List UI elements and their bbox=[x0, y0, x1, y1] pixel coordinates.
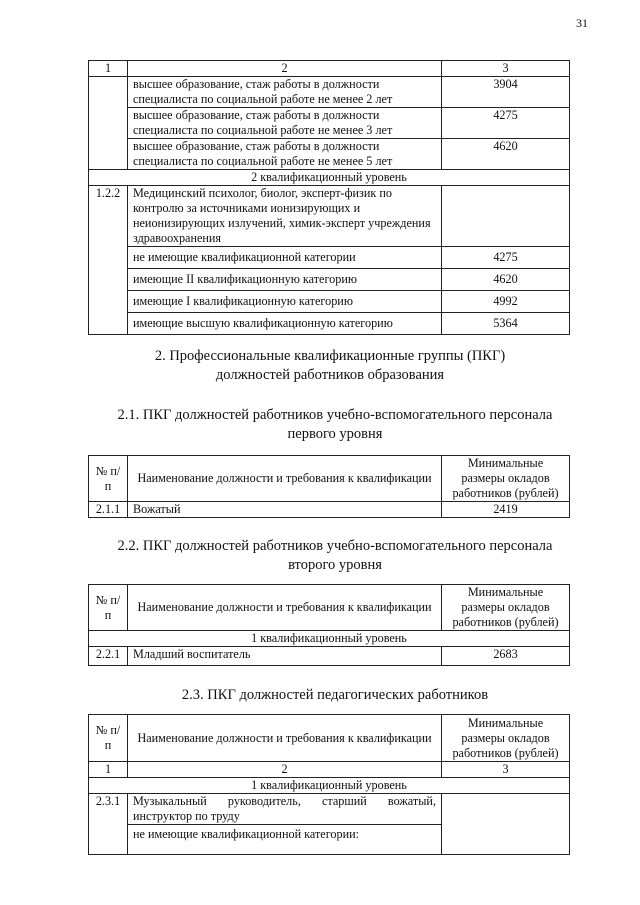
category-row bbox=[89, 291, 570, 313]
header-name: Наименование должности и требования к квалификации bbox=[128, 456, 442, 502]
empty-cell bbox=[89, 77, 128, 170]
group-number: 1.2.2 bbox=[89, 186, 128, 335]
table-header-row bbox=[89, 456, 570, 502]
table-2-2 bbox=[88, 584, 570, 666]
level-row bbox=[89, 170, 570, 186]
salary-value: 4620 bbox=[442, 139, 570, 170]
header-salary: Минимальные размеры окладов работников (рублей) bbox=[442, 715, 570, 762]
table-2-1 bbox=[88, 455, 570, 518]
level-row bbox=[89, 631, 570, 647]
col-number: 2 bbox=[128, 61, 442, 77]
row-name: Младший воспитатель bbox=[128, 647, 442, 666]
row-name: Вожатый bbox=[128, 502, 442, 518]
category-text: имеющие I квалификационную категорию bbox=[128, 291, 442, 313]
table-2-3 bbox=[88, 714, 570, 855]
level-label: 2 квалификационный уровень bbox=[89, 170, 570, 186]
table-header-row bbox=[89, 585, 570, 631]
empty-cell bbox=[442, 794, 570, 855]
salary-value: 4992 bbox=[442, 291, 570, 313]
salary-value: 5364 bbox=[442, 313, 570, 335]
table-row bbox=[89, 139, 570, 170]
category-row bbox=[89, 269, 570, 291]
header-name: Наименование должности и требования к квалификации bbox=[128, 585, 442, 631]
salary-value: 4620 bbox=[442, 269, 570, 291]
category-row bbox=[89, 313, 570, 335]
group-row bbox=[89, 186, 570, 247]
table-row bbox=[89, 108, 570, 139]
row-cell bbox=[128, 794, 442, 855]
category-text: имеющие II квалификационную категорию bbox=[128, 269, 442, 291]
header-salary: Минимальные размеры окладов работников (рублей) bbox=[442, 456, 570, 502]
row-text: Музыкальный руководитель, старший вожатый, инструктор по труду bbox=[133, 794, 436, 823]
category-text: не имеющие квалификационной категории bbox=[128, 247, 442, 269]
row-number: 2.3.1 bbox=[89, 794, 128, 855]
column-numbers-row bbox=[89, 61, 570, 77]
table-header-row bbox=[89, 715, 570, 762]
salary-value: 2683 bbox=[442, 647, 570, 666]
header-salary: Минимальные размеры окладов работников (рублей) bbox=[442, 585, 570, 631]
header-num: № п/п bbox=[89, 456, 128, 502]
subsection-2-1-title: 2.1. ПКГ должностей работников учебно-вспомогательного персонала первого уровня bbox=[117, 407, 553, 442]
salary-value: 2419 bbox=[442, 502, 570, 518]
level-label: 1 квалификационный уровень bbox=[89, 631, 570, 647]
category-text: имеющие высшую квалификационную категорию bbox=[128, 313, 442, 335]
group-text: Медицинский психолог, биолог, эксперт-физик по контролю за источниками ионизирующих и неионизирующих излучений, химик-эксперт учреждения здравоохранения bbox=[128, 186, 442, 247]
subsection-2-3-title: 2.3. ПКГ должностей педагогических работников bbox=[181, 687, 489, 703]
row-text: высшее образование, стаж работы в должности специалиста по социальной работе не менее 3 лет bbox=[128, 108, 442, 139]
row-text: высшее образование, стаж работы в должности специалиста по социальной работе не менее 2 лет bbox=[128, 77, 442, 108]
column-numbers-row bbox=[89, 762, 570, 778]
col-number: 3 bbox=[442, 61, 570, 77]
section-2-title: 2. Профессиональные квалификационные группы (ПКГ) должностей работников образования bbox=[154, 348, 506, 383]
table-row bbox=[89, 794, 570, 855]
table-row bbox=[89, 647, 570, 666]
level-label: 1 квалификационный уровень bbox=[89, 778, 570, 794]
category-row bbox=[89, 247, 570, 269]
col-number: 1 bbox=[89, 762, 128, 778]
col-number: 2 bbox=[128, 762, 442, 778]
subsection-2-2-title: 2.2. ПКГ должностей работников учебно-вспомогательного персонала второго уровня bbox=[117, 538, 553, 573]
header-num: № п/п bbox=[89, 585, 128, 631]
col-number: 3 bbox=[442, 762, 570, 778]
row-number: 2.2.1 bbox=[89, 647, 128, 666]
salary-value: 3904 bbox=[442, 77, 570, 108]
level-row bbox=[89, 778, 570, 794]
row-text: высшее образование, стаж работы в должности специалиста по социальной работе не менее 5 лет bbox=[128, 139, 442, 170]
table-row bbox=[89, 77, 570, 108]
header-name: Наименование должности и требования к квалификации bbox=[128, 715, 442, 762]
col-number: 1 bbox=[89, 61, 128, 77]
table-1 bbox=[88, 60, 570, 335]
salary-value: 4275 bbox=[442, 108, 570, 139]
empty-cell bbox=[442, 186, 570, 247]
sub-row-text: не имеющие квалификационной категории: bbox=[128, 824, 441, 842]
table-row bbox=[89, 502, 570, 518]
salary-value: 4275 bbox=[442, 247, 570, 269]
page-number: 31 bbox=[576, 16, 588, 30]
header-num: № п/п bbox=[89, 715, 128, 762]
row-number: 2.1.1 bbox=[89, 502, 128, 518]
